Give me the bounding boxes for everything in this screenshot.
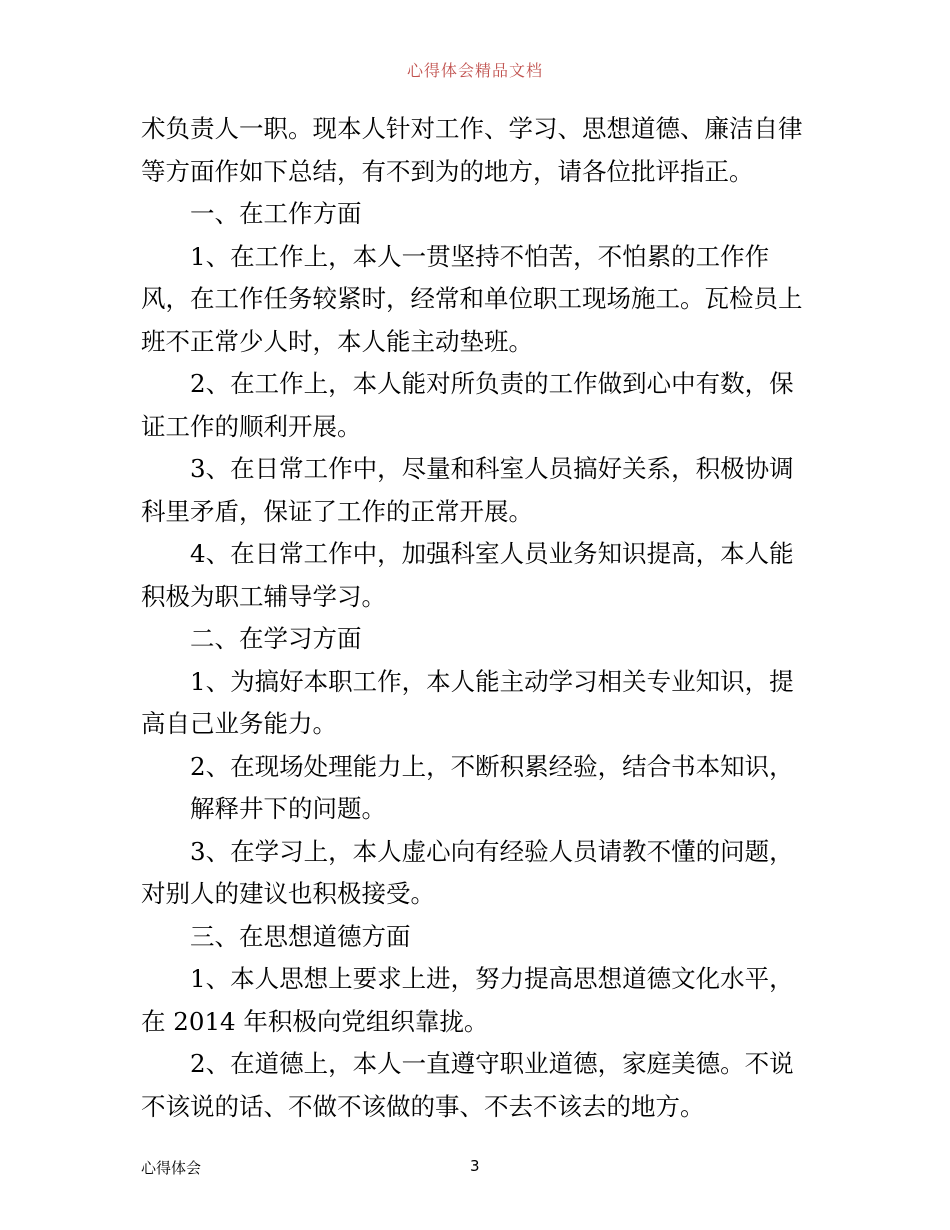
text-line: 3、在日常工作中，尽量和科室人员搞好关系，积极协调 — [190, 454, 794, 483]
text-line: 对别人的建议也积极接受。 — [141, 879, 435, 908]
text-line: 风，在工作任务较紧时，经常和单位职工现场施工。瓦检员上 — [141, 284, 803, 313]
text-line: 1、在工作上，本人一贯坚持不怕苦，不怕累的工作作 — [190, 241, 770, 271]
page-number: 3 — [470, 1157, 480, 1175]
text-line: 4、在日常工作中，加强科室人员业务知识提高，本人能 — [190, 539, 794, 568]
document-header-title: 心得体会精品文档 — [406, 61, 543, 80]
footer-label: 心得体会 — [141, 1159, 202, 1177]
text-line: 高自己业务能力。 — [141, 709, 337, 738]
text-line: 科里矛盾，保证了工作的正常开展。 — [141, 496, 533, 526]
text-line: 术负责人一职。现本人针对工作、学习、思想道德、廉洁自律 — [141, 114, 803, 143]
text-line: 二、在学习方面 — [190, 624, 362, 653]
text-line: 证工作的顺利开展。 — [141, 411, 362, 441]
text-line: 三、在思想道德方面 — [190, 921, 411, 951]
text-line: 解释井下的问题。 — [190, 794, 386, 823]
text-line: 3、在学习上，本人虚心向有经验人员请教不懂的问题， — [190, 836, 794, 866]
text-line: 一、在工作方面 — [190, 199, 362, 228]
text-line: 在 2014 年积极向党组织靠拢。 — [141, 1006, 489, 1036]
text-line: 班不正常少人时，本人能主动垫班。 — [141, 326, 533, 356]
text-line: 2、在工作上，本人能对所负责的工作做到心中有数，保 — [190, 369, 794, 398]
text-line: 1、为搞好本职工作，本人能主动学习相关专业知识，提 — [190, 666, 794, 696]
text-line: 等方面作如下总结，有不到为的地方，请各位批评指正。 — [141, 156, 754, 186]
document-body — [141, 108, 809, 1128]
text-line: 2、在道德上，本人一直遵守职业道德，家庭美德。不说 — [190, 1049, 794, 1078]
text-line: 积极为职工辅导学习。 — [141, 581, 386, 611]
text-line: 1、本人思想上要求上进，努力提高思想道德文化水平， — [190, 964, 794, 993]
text-line: 2、在现场处理能力上，不断积累经验，结合书本知识， — [190, 751, 794, 781]
text-line: 不该说的话、不做不该做的事、不去不该去的地方。 — [141, 1091, 705, 1121]
